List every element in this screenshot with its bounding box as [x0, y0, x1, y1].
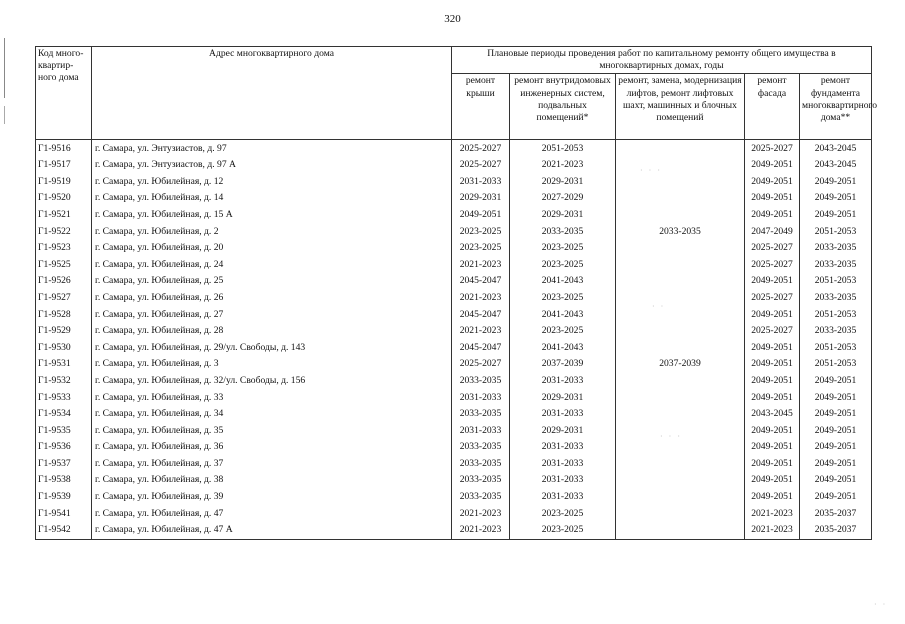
cell-facade: 2021-2023 [745, 522, 800, 539]
cell-facade: 2049-2051 [745, 340, 800, 357]
cell-code: Г1-9519 [36, 174, 92, 191]
cell-address: г. Самара, ул. Юбилейная, д. 2 [92, 223, 452, 240]
table-row [36, 306, 872, 323]
scan-noise: · · [652, 302, 666, 311]
cell-elevators [616, 505, 745, 522]
cell-roof: 2033-2035 [452, 456, 510, 473]
table-row [36, 273, 872, 290]
cell-address: г. Самара, ул. Юбилейная, д. 32/ул. Свободы, д. 156 [92, 373, 452, 390]
cell-engineering: 2023-2025 [510, 240, 616, 257]
cell-address: г. Самара, ул. Юбилейная, д. 12 [92, 174, 452, 191]
scan-noise: · · · [640, 166, 662, 175]
table-row [36, 240, 872, 257]
cell-facade: 2049-2051 [745, 207, 800, 224]
table-row [36, 522, 872, 539]
cell-code: Г1-9526 [36, 273, 92, 290]
cell-code: Г1-9517 [36, 157, 92, 174]
cell-address: г. Самара, ул. Юбилейная, д. 47 А [92, 522, 452, 539]
cell-address: г. Самара, ул. Юбилейная, д. 25 [92, 273, 452, 290]
cell-roof: 2033-2035 [452, 472, 510, 489]
cell-code: Г1-9529 [36, 323, 92, 340]
table-row [36, 290, 872, 307]
cell-facade: 2049-2051 [745, 489, 800, 506]
table-row [36, 389, 872, 406]
header-code: Код много-квартир-ного дома [36, 47, 92, 140]
cell-engineering: 2041-2043 [510, 340, 616, 357]
cell-code: Г1-9534 [36, 406, 92, 423]
cell-foundation: 2049-2051 [800, 472, 872, 489]
cell-facade: 2049-2051 [745, 190, 800, 207]
cell-foundation: 2051-2053 [800, 306, 872, 323]
table-row [36, 423, 872, 440]
cell-roof: 2023-2025 [452, 240, 510, 257]
cell-facade: 2049-2051 [745, 157, 800, 174]
cell-roof: 2021-2023 [452, 257, 510, 274]
table-row [36, 356, 872, 373]
cell-facade: 2025-2027 [745, 290, 800, 307]
cell-foundation: 2051-2053 [800, 340, 872, 357]
cell-code: Г1-9523 [36, 240, 92, 257]
cell-facade: 2049-2051 [745, 472, 800, 489]
cell-address: г. Самара, ул. Юбилейная, д. 38 [92, 472, 452, 489]
cell-foundation: 2049-2051 [800, 439, 872, 456]
cell-foundation: 2043-2045 [800, 157, 872, 174]
cell-engineering: 2033-2035 [510, 223, 616, 240]
cell-code: Г1-9538 [36, 472, 92, 489]
cell-facade: 2025-2027 [745, 323, 800, 340]
table-row [36, 174, 872, 191]
cell-engineering: 2031-2033 [510, 439, 616, 456]
cell-foundation: 2049-2051 [800, 174, 872, 191]
table-row [36, 340, 872, 357]
cell-facade: 2025-2027 [745, 257, 800, 274]
header-engineering: ремонт внутридомовых инженерных систем, подвальных помещений* [510, 74, 616, 140]
cell-address: г. Самара, ул. Юбилейная, д. 39 [92, 489, 452, 506]
cell-foundation: 2043-2045 [800, 140, 872, 157]
cell-engineering: 2031-2033 [510, 406, 616, 423]
cell-engineering: 2021-2023 [510, 157, 616, 174]
table-row [36, 190, 872, 207]
cell-engineering: 2023-2025 [510, 323, 616, 340]
table-row [36, 439, 872, 456]
scan-edge-mark [4, 38, 5, 98]
cell-address: г. Самара, ул. Юбилейная, д. 15 А [92, 207, 452, 224]
header-group: Плановые периоды проведения работ по капитальному ремонту общего имущества в многоквартирных домах, годы [452, 47, 872, 74]
cell-address: г. Самара, ул. Юбилейная, д. 14 [92, 190, 452, 207]
cell-code: Г1-9521 [36, 207, 92, 224]
cell-foundation: 2051-2053 [800, 223, 872, 240]
cell-code: Г1-9525 [36, 257, 92, 274]
cell-foundation: 2051-2053 [800, 356, 872, 373]
table-row [36, 323, 872, 340]
cell-engineering: 2041-2043 [510, 273, 616, 290]
cell-roof: 2031-2033 [452, 174, 510, 191]
cell-foundation: 2033-2035 [800, 257, 872, 274]
cell-elevators [616, 140, 745, 157]
cell-engineering: 2031-2033 [510, 456, 616, 473]
cell-code: Г1-9542 [36, 522, 92, 539]
cell-facade: 2049-2051 [745, 423, 800, 440]
header-address: Адрес многоквартирного дома [92, 47, 452, 140]
cell-elevators: 2037-2039 [616, 356, 745, 373]
cell-engineering: 2031-2033 [510, 489, 616, 506]
table-row [36, 140, 872, 157]
cell-foundation: 2033-2035 [800, 290, 872, 307]
cell-address: г. Самара, ул. Юбилейная, д. 3 [92, 356, 452, 373]
cell-engineering: 2029-2031 [510, 389, 616, 406]
table-row [36, 157, 872, 174]
cell-foundation: 2049-2051 [800, 190, 872, 207]
cell-address: г. Самара, ул. Юбилейная, д. 27 [92, 306, 452, 323]
table-row [36, 505, 872, 522]
cell-elevators [616, 290, 745, 307]
cell-engineering: 2041-2043 [510, 306, 616, 323]
scan-noise: · · · [660, 432, 682, 441]
cell-engineering: 2023-2025 [510, 290, 616, 307]
cell-address: г. Самара, ул. Энтузиастов, д. 97 А [92, 157, 452, 174]
cell-code: Г1-9520 [36, 190, 92, 207]
cell-code: Г1-9537 [36, 456, 92, 473]
cell-address: г. Самара, ул. Юбилейная, д. 35 [92, 423, 452, 440]
repair-schedule-table [35, 46, 878, 540]
cell-engineering: 2029-2031 [510, 174, 616, 191]
cell-elevators [616, 190, 745, 207]
cell-foundation: 2049-2051 [800, 373, 872, 390]
cell-address: г. Самара, ул. Юбилейная, д. 24 [92, 257, 452, 274]
cell-elevators [616, 389, 745, 406]
cell-address: г. Самара, ул. Юбилейная, д. 37 [92, 456, 452, 473]
cell-elevators [616, 373, 745, 390]
cell-elevators [616, 157, 745, 174]
cell-address: г. Самара, ул. Юбилейная, д. 29/ул. Свободы, д. 143 [92, 340, 452, 357]
table-row [36, 406, 872, 423]
cell-elevators [616, 273, 745, 290]
cell-address: г. Самара, ул. Юбилейная, д. 34 [92, 406, 452, 423]
cell-elevators [616, 340, 745, 357]
cell-engineering: 2023-2025 [510, 505, 616, 522]
cell-foundation: 2033-2035 [800, 323, 872, 340]
cell-code: Г1-9532 [36, 373, 92, 390]
cell-address: г. Самара, ул. Юбилейная, д. 33 [92, 389, 452, 406]
cell-facade: 2049-2051 [745, 306, 800, 323]
header-foundation: ремонт фундамента многоквартирного дома** [800, 74, 872, 140]
cell-address: г. Самара, ул. Юбилейная, д. 20 [92, 240, 452, 257]
cell-elevators [616, 240, 745, 257]
table-row [36, 257, 872, 274]
cell-elevators [616, 207, 745, 224]
cell-code: Г1-9527 [36, 290, 92, 307]
cell-address: г. Самара, ул. Юбилейная, д. 36 [92, 439, 452, 456]
cell-foundation: 2035-2037 [800, 505, 872, 522]
cell-roof: 2033-2035 [452, 489, 510, 506]
cell-roof: 2045-2047 [452, 340, 510, 357]
cell-foundation: 2035-2037 [800, 522, 872, 539]
cell-facade: 2049-2051 [745, 439, 800, 456]
cell-code: Г1-9531 [36, 356, 92, 373]
cell-foundation: 2049-2051 [800, 456, 872, 473]
cell-elevators [616, 406, 745, 423]
table-row [36, 373, 872, 390]
cell-facade: 2049-2051 [745, 456, 800, 473]
cell-roof: 2031-2033 [452, 423, 510, 440]
table-row [36, 456, 872, 473]
cell-roof: 2033-2035 [452, 439, 510, 456]
cell-roof: 2045-2047 [452, 306, 510, 323]
scan-edge-mark [4, 106, 5, 124]
cell-foundation: 2033-2035 [800, 240, 872, 257]
cell-elevators [616, 489, 745, 506]
cell-code: Г1-9536 [36, 439, 92, 456]
table-row [36, 489, 872, 506]
cell-elevators [616, 306, 745, 323]
cell-code: Г1-9516 [36, 140, 92, 157]
cell-facade: 2049-2051 [745, 273, 800, 290]
table-row [36, 223, 872, 240]
cell-facade: 2043-2045 [745, 406, 800, 423]
cell-facade: 2049-2051 [745, 373, 800, 390]
cell-roof: 2033-2035 [452, 406, 510, 423]
cell-engineering: 2029-2031 [510, 423, 616, 440]
cell-facade: 2049-2051 [745, 174, 800, 191]
cell-engineering: 2051-2053 [510, 140, 616, 157]
cell-code: Г1-9528 [36, 306, 92, 323]
cell-engineering: 2023-2025 [510, 257, 616, 274]
cell-foundation: 2049-2051 [800, 423, 872, 440]
header-facade: ремонт фасада [745, 74, 800, 140]
cell-facade: 2021-2023 [745, 505, 800, 522]
header-elevators: ремонт, замена, модернизация лифтов, ремонт лифтовых шахт, машинных и блочных помещений [616, 74, 745, 140]
cell-foundation: 2049-2051 [800, 207, 872, 224]
cell-roof: 2029-2031 [452, 190, 510, 207]
cell-address: г. Самара, ул. Юбилейная, д. 28 [92, 323, 452, 340]
cell-engineering: 2027-2029 [510, 190, 616, 207]
cell-engineering: 2029-2031 [510, 207, 616, 224]
cell-elevators [616, 439, 745, 456]
cell-roof: 2023-2025 [452, 223, 510, 240]
cell-roof: 2025-2027 [452, 140, 510, 157]
cell-engineering: 2037-2039 [510, 356, 616, 373]
cell-elevators [616, 174, 745, 191]
page-number: 320 [444, 13, 461, 25]
cell-foundation: 2049-2051 [800, 389, 872, 406]
cell-engineering: 2023-2025 [510, 522, 616, 539]
cell-elevators: 2033-2035 [616, 223, 745, 240]
cell-elevators [616, 472, 745, 489]
cell-roof: 2049-2051 [452, 207, 510, 224]
cell-address: г. Самара, ул. Юбилейная, д. 26 [92, 290, 452, 307]
cell-roof: 2021-2023 [452, 323, 510, 340]
cell-elevators [616, 522, 745, 539]
cell-facade: 2025-2027 [745, 140, 800, 157]
cell-roof: 2021-2023 [452, 522, 510, 539]
cell-engineering: 2031-2033 [510, 373, 616, 390]
cell-roof: 2021-2023 [452, 290, 510, 307]
scan-noise: · · [874, 600, 888, 609]
cell-elevators [616, 257, 745, 274]
cell-facade: 2049-2051 [745, 389, 800, 406]
cell-code: Г1-9539 [36, 489, 92, 506]
cell-engineering: 2031-2033 [510, 472, 616, 489]
cell-address: г. Самара, ул. Юбилейная, д. 47 [92, 505, 452, 522]
cell-code: Г1-9530 [36, 340, 92, 357]
cell-roof: 2045-2047 [452, 273, 510, 290]
cell-roof: 2021-2023 [452, 505, 510, 522]
cell-roof: 2033-2035 [452, 373, 510, 390]
table-row [36, 472, 872, 489]
cell-address: г. Самара, ул. Энтузиастов, д. 97 [92, 140, 452, 157]
cell-code: Г1-9533 [36, 389, 92, 406]
cell-foundation: 2049-2051 [800, 489, 872, 506]
cell-foundation: 2049-2051 [800, 406, 872, 423]
header-roof: ремонт крыши [452, 74, 510, 140]
cell-facade: 2025-2027 [745, 240, 800, 257]
cell-elevators [616, 456, 745, 473]
cell-code: Г1-9541 [36, 505, 92, 522]
cell-roof: 2031-2033 [452, 389, 510, 406]
cell-facade: 2049-2051 [745, 356, 800, 373]
cell-code: Г1-9522 [36, 223, 92, 240]
cell-roof: 2025-2027 [452, 356, 510, 373]
cell-facade: 2047-2049 [745, 223, 800, 240]
cell-elevators [616, 323, 745, 340]
cell-roof: 2025-2027 [452, 157, 510, 174]
cell-code: Г1-9535 [36, 423, 92, 440]
table-row [36, 207, 872, 224]
cell-foundation: 2051-2053 [800, 273, 872, 290]
